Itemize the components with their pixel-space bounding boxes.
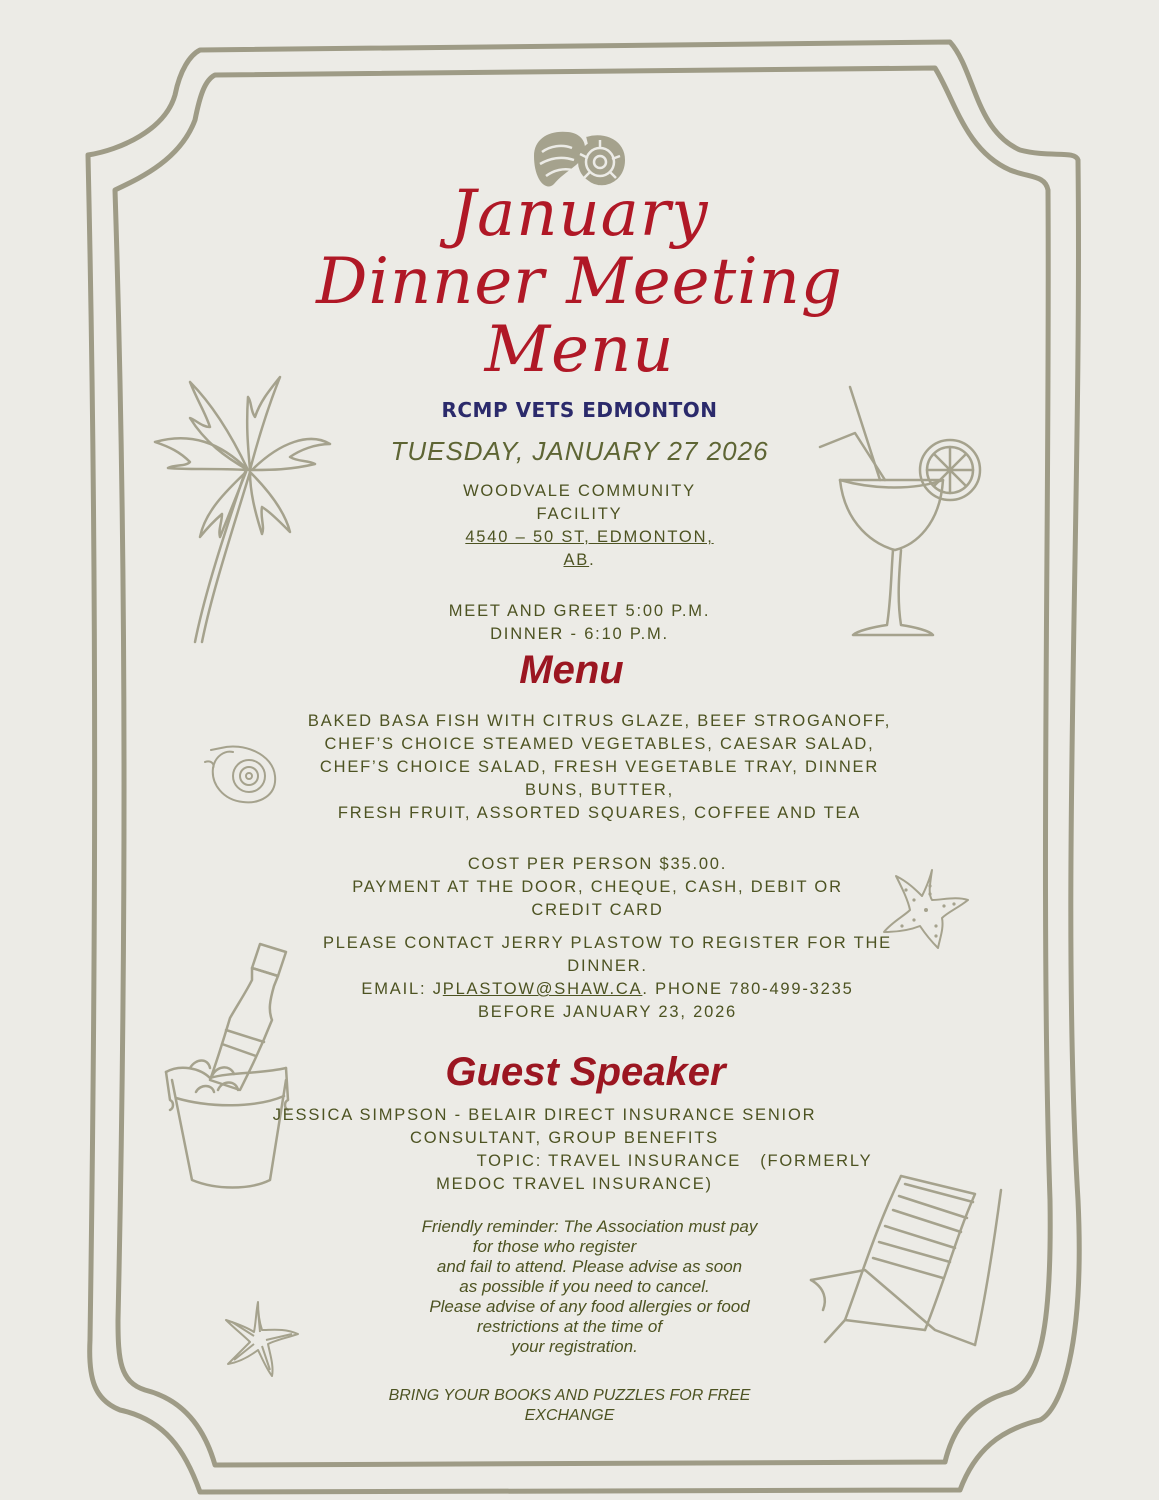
title-line-january: January	[450, 177, 709, 251]
reminder-line: Friendly reminder: The Association must pay	[421, 1217, 758, 1236]
reminder-line: for those who register	[472, 1237, 637, 1256]
contact-instructions-cont: DINNER.	[567, 957, 648, 975]
footer-line2: EXCHANGE	[524, 1407, 615, 1424]
cost-per-person: COST PER PERSON $35.00.	[467, 855, 728, 873]
registration-deadline: BEFORE JANUARY 23, 2026	[477, 1003, 738, 1021]
menu-line: CHEF’S CHOICE SALAD, FRESH VEGETABLE TRAY, DINNER	[319, 758, 880, 776]
contact-instructions: PLEASE CONTACT JERRY PLASTOW TO REGISTER FOR THE	[323, 934, 892, 952]
reminder-line: restrictions at the time of	[476, 1317, 663, 1336]
friendly-reminder	[10, 1217, 1159, 1357]
venue-name-line2: FACILITY	[536, 505, 623, 523]
venue-block	[0, 480, 1159, 572]
event-date: TUESDAY, JANUARY 27 2026	[390, 436, 769, 466]
payment-methods-cont: CREDIT CARD	[531, 901, 664, 919]
organization-name: RCMP VETS EDMONTON	[441, 398, 718, 422]
footer-line1: BRING YOUR BOOKS AND PUZZLES FOR FREE	[388, 1387, 751, 1404]
menu-line: BUNS, BUTTER,	[525, 781, 674, 799]
speaker-title: CONSULTANT, GROUP BENEFITS	[409, 1129, 719, 1147]
speaker-name: JESSICA SIMPSON - BELAIR DIRECT INSURANCE SENIOR	[272, 1106, 817, 1124]
reminder-line: as possible if you need to cancel.	[459, 1277, 710, 1296]
speaker-topic-cont: MEDOC TRAVEL INSURANCE)	[436, 1175, 713, 1193]
title-line-dinner-meeting: Dinner Meeting	[316, 245, 843, 319]
speaker-topic: TOPIC: TRAVEL INSURANCE (FORMERLY	[476, 1152, 873, 1170]
menu-line: CHEF’S CHOICE STEAMED VEGETABLES, CAESAR SALAD,	[324, 735, 875, 753]
guest-speaker-heading: Guest Speaker	[445, 1050, 726, 1094]
venue-name-line1: WOODVALE COMMUNITY	[463, 482, 696, 500]
reminder-line: and fail to attend. Please advise as soon	[436, 1257, 743, 1276]
phone-number: . PHONE 780-499-3235	[642, 980, 854, 998]
menu-line: FRESH FRUIT, ASSORTED SQUARES, COFFEE AND TEA	[337, 804, 862, 822]
footer-note	[0, 1386, 1149, 1426]
venue-address-link-province[interactable]: AB	[563, 551, 590, 569]
email-link[interactable]: PLASTOW@SHAW.CA	[442, 980, 643, 998]
small-shell-icon	[203, 740, 283, 806]
payment-methods: PAYMENT AT THE DOOR, CHEQUE, CASH, DEBIT OR	[352, 878, 843, 896]
cost-block	[18, 853, 1159, 922]
email-label: EMAIL: J	[361, 980, 443, 998]
menu-heading: Menu	[519, 648, 624, 692]
reminder-line: your registration.	[511, 1337, 638, 1356]
dinner-time: DINNER - 6:10 P.M.	[490, 625, 669, 643]
menu-items	[20, 710, 1159, 825]
title-line-menu: Menu	[484, 313, 675, 387]
venue-address-link[interactable]: 4540 – 50 ST, EDMONTON,	[465, 528, 714, 546]
reminder-line: Please advise of any food allergies or food	[429, 1297, 750, 1316]
menu-line: BAKED BASA FISH WITH CITRUS GLAZE, BEEF STROGANOFF,	[307, 712, 892, 730]
schedule-block	[0, 600, 1159, 646]
page-title	[0, 177, 1159, 387]
venue-address-period: .	[589, 551, 596, 569]
meet-and-greet-time: MEET AND GREET 5:00 P.M.	[448, 602, 711, 620]
